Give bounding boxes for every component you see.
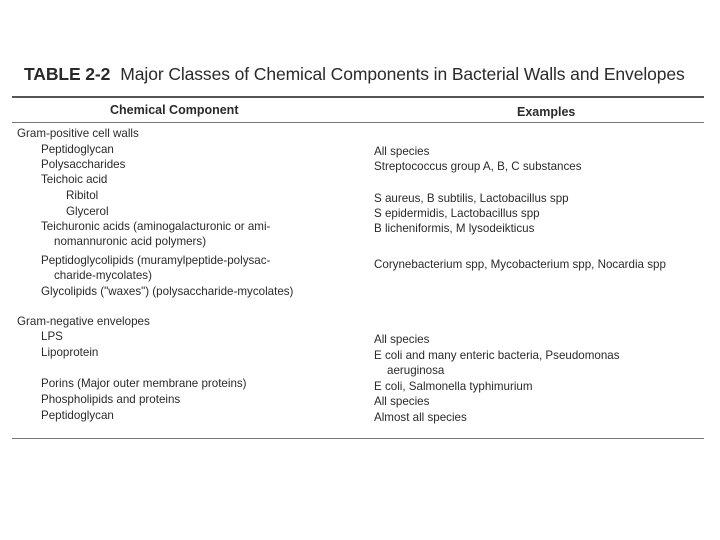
table-number: TABLE 2-2 [24,64,111,84]
column-header-component: Chemical Component [110,103,239,117]
example-cell: B licheniformis, M lysodeikticus [374,222,535,235]
example-cell: All species [374,145,430,158]
example-cell: S aureus, B subtilis, Lactobacillus spp [374,192,569,205]
component-cell: nomannuronic acid polymers) [54,235,207,248]
example-cell: aeruginosa [387,364,445,377]
example-cell: E coli and many enteric bacteria, Pseudomonas [374,349,620,362]
component-cell: Peptidoglycan [41,409,114,422]
component-cell: LPS [41,330,63,343]
column-header-examples: Examples [517,105,576,119]
example-cell: All species [374,333,430,346]
component-cell: Glycerol [66,205,109,218]
table-title [24,64,685,85]
bottom-rule [12,438,704,439]
example-cell: All species [374,395,430,408]
example-cell: Streptococcus group A, B, C substances [374,160,582,173]
example-cell: E coli, Salmonella typhimurium [374,380,533,393]
component-cell: Phospholipids and proteins [41,393,181,406]
component-cell: Gram-negative envelopes [17,315,150,328]
component-cell: Ribitol [66,189,99,202]
component-cell: Lipoprotein [41,346,99,359]
example-cell: S epidermidis, Lactobacillus spp [374,207,540,220]
component-cell: Teichoic acid [41,173,108,186]
component-cell: Porins (Major outer membrane proteins) [41,377,247,390]
component-cell: charide-mycolates) [54,269,152,282]
component-cell: Gram-positive cell walls [17,127,139,140]
component-cell: Peptidoglycolipids (muramylpeptide-polysac- [41,254,271,267]
component-cell: Polysaccharides [41,158,126,171]
component-cell: Glycolipids ("waxes") (polysaccharide-mycolates) [41,285,294,298]
top-rule [12,96,704,98]
component-cell: Peptidoglycan [41,143,114,156]
example-cell: Corynebacterium spp, Mycobacterium spp, Nocardia spp [374,258,666,271]
example-cell: Almost all species [374,411,467,424]
table-caption: Major Classes of Chemical Components in Bacterial Walls and Envelopes [120,64,685,84]
component-cell: Teichuronic acids (aminogalacturonic or ami- [41,220,271,233]
header-rule [12,122,704,123]
